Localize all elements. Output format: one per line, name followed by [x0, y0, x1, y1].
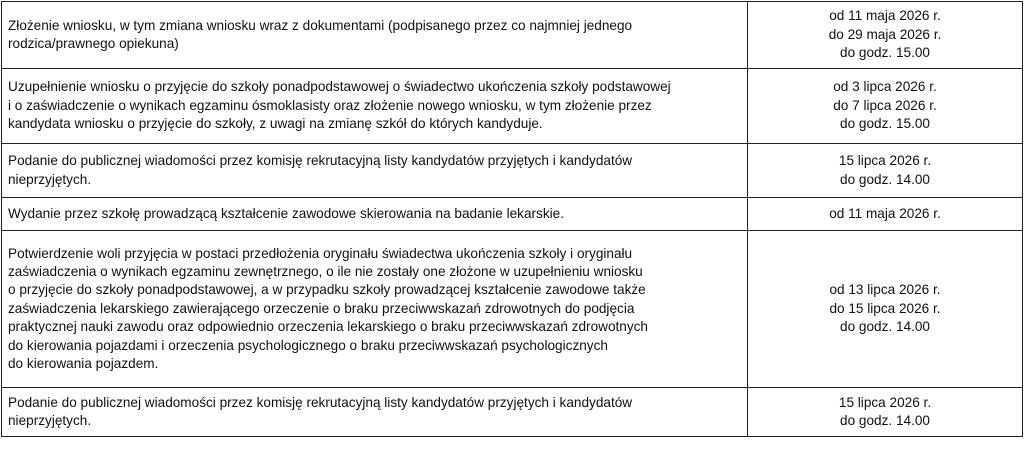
date-line: od 11 maja 2026 r. [829, 205, 941, 221]
stage-date [748, 69, 1023, 144]
stage-description [2, 2, 748, 69]
date-line: do 29 maja 2026 r. [828, 26, 942, 42]
table-row [2, 69, 1023, 144]
description-line: nieprzyjętych. [8, 171, 92, 187]
description-line: praktycznej nauki zawodu oraz odpowiednio orzeczenia lekarskiego o braku przeciwwskazań zdrowotnych [8, 319, 648, 335]
date-line: 15 lipca 2026 r. [838, 153, 932, 169]
date-line: do godz. 14.00 [840, 319, 930, 335]
table-row [2, 2, 1023, 69]
description-line: rodzica/prawnego opiekuna) [8, 36, 179, 51]
table-row [2, 388, 1023, 437]
description-line: zaświadczenia o wynikach egzaminu zewnętrznego, o ile nie zostały one złożone w uzupełnieniu wniosku [8, 263, 643, 279]
stage-description [2, 231, 748, 388]
table-row [2, 144, 1023, 198]
description-line: Potwierdzenie woli przyjęcia w postaci przedłożenia oryginału świadectwa ukończenia szkoły i oryginału [8, 245, 633, 261]
stage-date [748, 198, 1023, 231]
date-line: do godz. 14.00 [840, 413, 930, 428]
date-line: do 7 lipca 2026 r. [833, 97, 937, 113]
date-line: od 13 lipca 2026 r. [829, 282, 941, 298]
description-line: Uzupełnienie wniosku o przyjęcie do szkoły ponadpodstawowej o świadectwo ukończenia szkoły podstawowej [8, 79, 671, 95]
date-line: od 3 lipca 2026 r. [833, 79, 937, 95]
description-line: nieprzyjętych. [8, 413, 92, 428]
date-line: do 15 lipca 2026 r. [829, 300, 941, 316]
stage-date [748, 2, 1023, 69]
date-line: od 11 maja 2026 r. [829, 8, 941, 24]
description-line: Wydanie przez szkołę prowadzącą kształcenie zawodowe skierowania na badanie lekarskie. [8, 205, 565, 221]
date-line: 15 lipca 2026 r. [838, 394, 932, 410]
stage-description [2, 69, 748, 144]
description-line: zaświadczenia lekarskiego zawierającego orzeczenie o braku przeciwwskazań zdrowotnych do podjęcia [8, 300, 635, 316]
schedule-table [1, 1, 1023, 437]
description-line: o przyjęcie do szkoły ponadpodstawowej, a w przypadku szkoły prowadzącej kształcenie zawodowe także [8, 282, 646, 298]
table-row [2, 231, 1023, 388]
description-line: do kierowania pojazdami i orzeczenia psychologicznego o braku przeciwwskazań psychologicznych [8, 337, 608, 353]
description-line: Podanie do publicznej wiadomości przez komisję rekrutacyjną listy kandydatów przyjętych i kandydatów [8, 153, 633, 169]
date-line: do godz. 14.00 [840, 171, 930, 187]
stage-description [2, 388, 748, 437]
stage-description [2, 198, 748, 231]
date-line: do godz. 15.00 [840, 45, 930, 61]
description-line: Złożenie wniosku, w tym zmiana wniosku wraz z dokumentami (podpisanego przez co najmniej jednego [8, 17, 633, 33]
description-line: do kierowania pojazdem. [8, 356, 159, 372]
stage-date [748, 144, 1023, 198]
description-line: Podanie do publicznej wiadomości przez komisję rekrutacyjną listy kandydatów przyjętych i kandydatów [8, 394, 633, 410]
table-row [2, 198, 1023, 231]
description-line: i o zaświadczenie o wynikach egzaminu ósmoklasisty oraz złożenie nowego wniosku, w tym złożenie przez [8, 97, 652, 113]
stage-description [2, 144, 748, 198]
date-line: do godz. 15.00 [840, 116, 930, 132]
description-line: kandydata wniosku o przyjęcie do szkoły, z uwagi na zmianę szkół do których kandyduje. [8, 116, 543, 132]
stage-date [748, 388, 1023, 437]
stage-date [748, 231, 1023, 388]
